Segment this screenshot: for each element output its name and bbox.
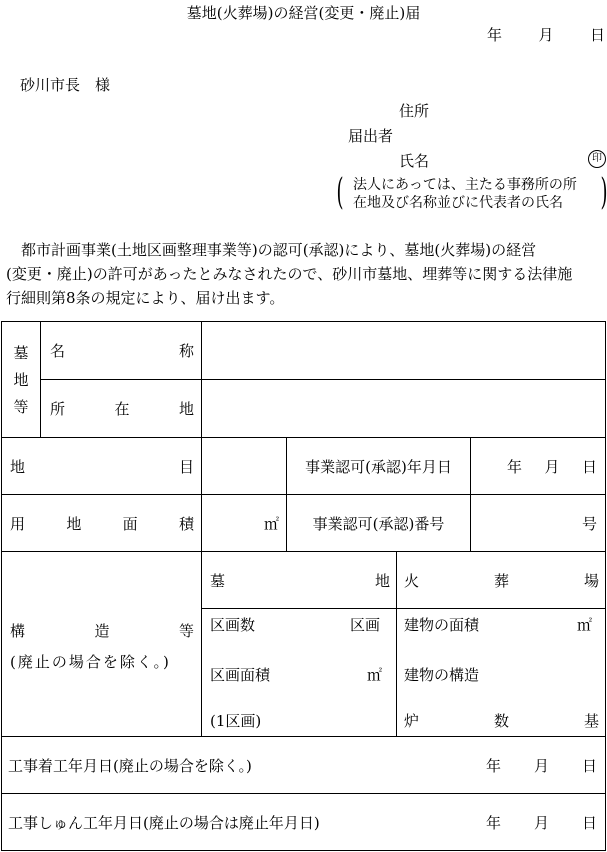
construction-start-label: 工事着工年月日(廃止の場合を除く。) (8, 756, 252, 775)
structure-char-2: 造 (94, 622, 110, 640)
construction-start-month: 月 (533, 756, 549, 775)
approval-date-label: 事業認可(承認)年月日 (305, 457, 452, 476)
completion-date[interactable] (486, 794, 597, 850)
chimoku-char-2: 目 (178, 457, 194, 476)
construction-start-date[interactable] (486, 737, 597, 793)
approval-year-label: 年 (507, 457, 523, 476)
furnace-char-1: 炉 (404, 711, 420, 730)
right-paren: ) (600, 172, 607, 213)
cemetery-group-char-2: 地 (13, 371, 29, 389)
para-line-3: 行細則第8条の規定により、届け出ます。 (6, 289, 285, 307)
para-line-2: (変更・廃止)の許可があったとみなされたので、砂川市墓地、埋葬等に関する法律施 (6, 265, 573, 283)
name-label: 氏名 (399, 152, 430, 170)
location-row-label (50, 380, 194, 437)
location-char-2: 在 (114, 400, 130, 418)
plot-area-label: 区画面積 (210, 665, 271, 684)
day-label: 日 (589, 26, 605, 44)
left-paren: ( (336, 172, 344, 213)
approval-number-label: 事業認可(承認)番号 (312, 514, 445, 533)
crematorium-header-char-1: 火 (404, 571, 420, 590)
furnace-char-3: 基 (583, 711, 599, 730)
approval-date-field[interactable] (507, 438, 597, 494)
building-structure-row[interactable] (404, 660, 599, 688)
cemetery-header (210, 552, 390, 608)
cemetery-group-char-3: 等 (13, 398, 29, 416)
crematorium-header (404, 552, 599, 608)
chimoku-char-1: 地 (10, 457, 26, 476)
seal-mark: 印 (588, 150, 606, 168)
building-structure-label: 建物の構造 (404, 665, 480, 684)
approval-number-field[interactable] (471, 495, 597, 551)
site-area-label (10, 495, 194, 551)
construction-start-day: 日 (581, 756, 597, 775)
site-area-char-4: 積 (178, 514, 194, 533)
cemetery-group-char-1: 墓 (13, 344, 29, 362)
note-line-2: 在地及び名称並びに代表者の氏名 (353, 195, 563, 211)
location-char-3: 地 (178, 400, 194, 418)
approval-number-suffix: 号 (581, 514, 597, 533)
approval-day-label: 日 (581, 457, 597, 476)
location-char-1: 所 (50, 400, 66, 418)
furnace-row[interactable] (404, 706, 599, 734)
building-area-row[interactable] (404, 610, 592, 638)
location-value-field[interactable] (202, 380, 605, 437)
completion-label: 工事しゅん工年月日(廃止の場合は廃止年月日) (8, 813, 320, 832)
name-char-2: 称 (178, 342, 194, 360)
cemetery-group-label (2, 322, 40, 437)
cemetery-header-char-2: 地 (374, 571, 390, 590)
structure-note: (廃止の場合を除く。) (10, 653, 171, 671)
crematorium-header-char-3: 場 (583, 571, 599, 590)
chimoku-value-field[interactable] (202, 438, 286, 494)
site-area-char-3: 面 (122, 514, 138, 533)
plot-count-unit: 区画 (349, 615, 380, 634)
plot-area-unit: ㎡ (366, 665, 382, 684)
site-area-field[interactable] (202, 495, 279, 551)
furnace-char-2: 数 (493, 711, 509, 730)
para-line-1: 都市計画事業(土地区画整理事業等)の認可(承認)により、墓地(火葬場)の経営 (21, 241, 537, 259)
building-area-unit: ㎡ (576, 615, 592, 634)
plot-area-row[interactable] (210, 660, 382, 688)
chimoku-label (10, 438, 194, 494)
address-label: 住所 (399, 102, 430, 120)
building-area-label: 建物の面積 (404, 615, 480, 634)
crematorium-header-char-2: 葬 (493, 571, 509, 590)
month-label: 月 (538, 26, 554, 44)
name-value-field[interactable] (202, 322, 605, 379)
structure-char-1: 構 (10, 622, 26, 640)
plot-count-row[interactable] (210, 610, 380, 638)
site-area-unit: ㎡ (263, 514, 279, 533)
plot-count-label: 区画数 (210, 615, 256, 634)
note-line-1: 法人にあっては、主たる事務所の所 (353, 177, 577, 193)
name-row-label (50, 322, 194, 379)
completion-month: 月 (533, 813, 549, 832)
site-area-char-2: 地 (66, 514, 82, 533)
year-label: 年 (487, 26, 503, 44)
form-title: 墓地(火葬場)の経営(変更・廃止)届 (186, 4, 421, 22)
name-char-1: 名 (50, 342, 66, 360)
cemetery-header-char-1: 墓 (210, 571, 226, 590)
completion-year: 年 (486, 813, 502, 832)
approval-month-label: 月 (544, 457, 560, 476)
completion-day: 日 (581, 813, 597, 832)
structure-label (10, 620, 194, 672)
construction-start-year: 年 (486, 756, 502, 775)
addressee: 砂川市長 様 (20, 76, 111, 94)
per-plot-note: (1区画) (210, 711, 262, 730)
structure-char-3: 等 (178, 622, 194, 640)
submitter-label: 届出者 (348, 127, 394, 145)
site-area-char-1: 用 (10, 514, 26, 533)
